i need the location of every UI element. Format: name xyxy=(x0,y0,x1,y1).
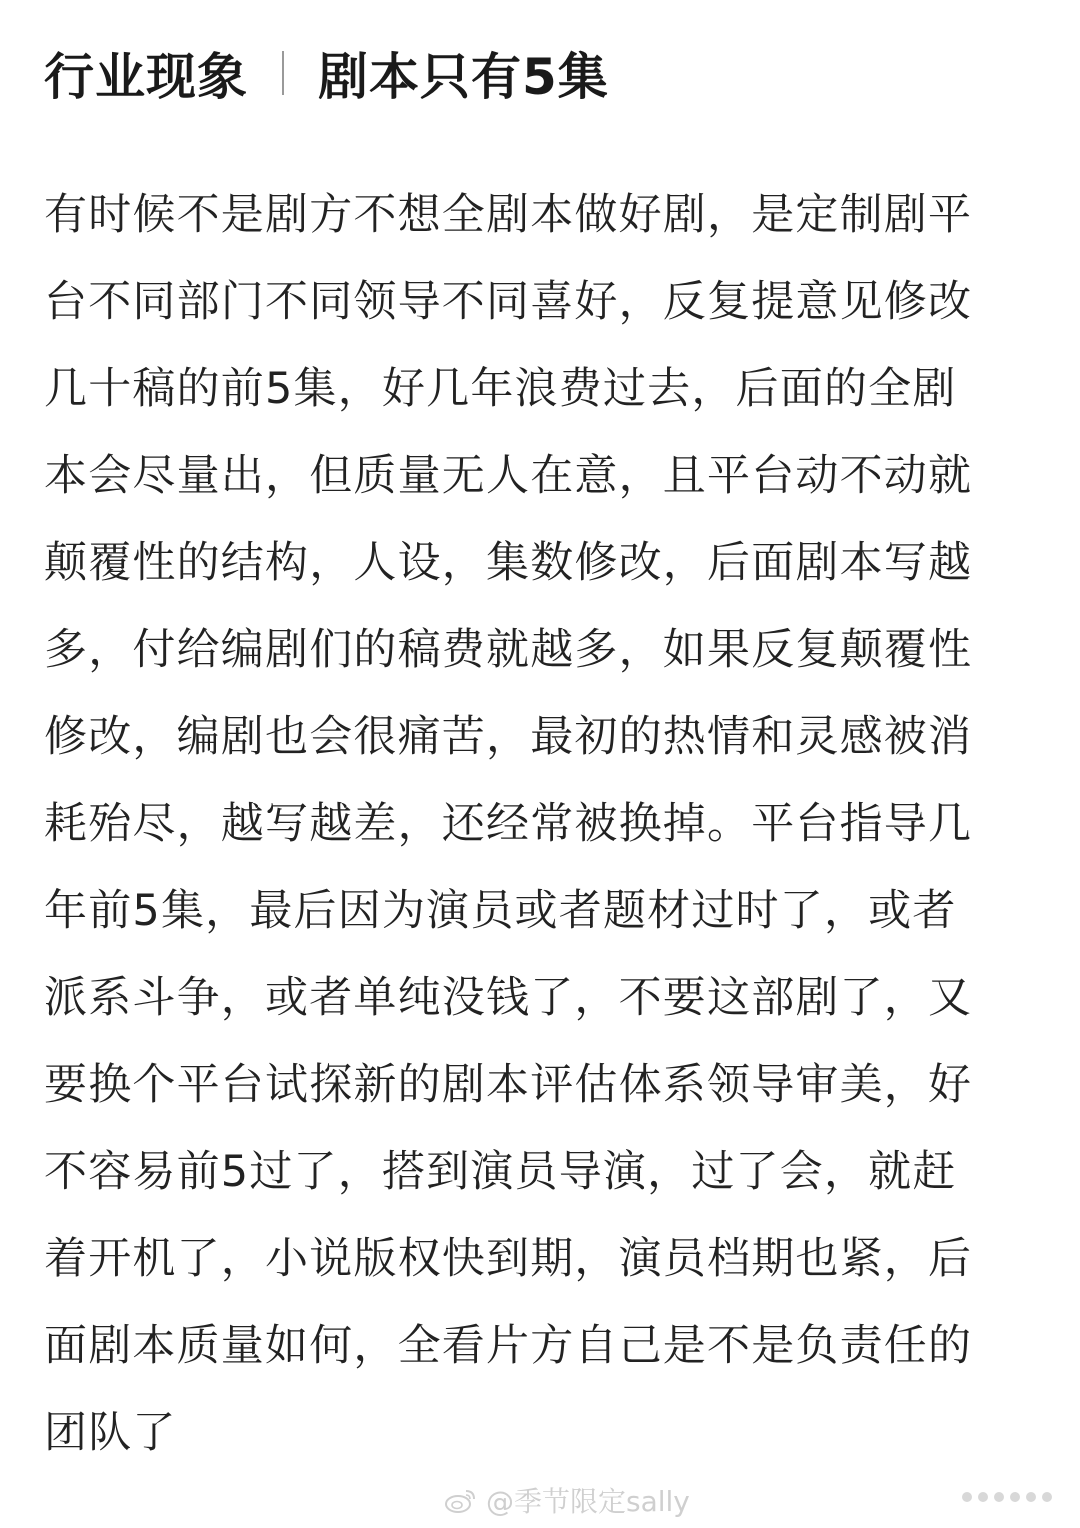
body-line: 颠覆性的结构，人设，集数修改，后面剧本写越 xyxy=(44,538,973,588)
body-line: 年前5集，最后因为演员或者题材过时了，或者 xyxy=(44,886,957,936)
dot xyxy=(1042,1492,1052,1502)
dot xyxy=(994,1492,1004,1502)
body-line: 本会尽量出，但质量无人在意，且平台动不动就 xyxy=(44,451,973,501)
body-line: 有时候不是剧方不想全剧本做好剧，是定制剧平 xyxy=(44,190,973,240)
title-category: 行业现象 xyxy=(44,48,248,106)
dot xyxy=(978,1492,988,1502)
dot xyxy=(1026,1492,1036,1502)
article-body xyxy=(44,172,1044,1477)
more-dots-icon xyxy=(962,1492,1052,1502)
body-line: 团队了 xyxy=(44,1408,177,1458)
body-line: 台不同部门不同领导不同喜好，反复提意见修改 xyxy=(44,277,973,327)
watermark xyxy=(444,1480,690,1520)
weibo-logo-icon xyxy=(444,1485,478,1515)
dot xyxy=(962,1492,972,1502)
body-line: 耗殆尽，越写越差，还经常被换掉。平台指导几 xyxy=(44,799,973,849)
body-line: 面剧本质量如何，全看片方自己是不是负责任的 xyxy=(44,1321,973,1371)
title-separator xyxy=(282,51,284,95)
body-line: 要换个平台试探新的剧本评估体系领导审美，好 xyxy=(44,1060,973,1110)
body-line: 不容易前5过了，搭到演员导演，过了会，就赶 xyxy=(44,1147,957,1197)
body-line: 几十稿的前5集，好几年浪费过去，后面的全剧 xyxy=(44,364,957,414)
page-title xyxy=(44,38,609,108)
title-topic: 剧本只有5集 xyxy=(318,48,609,106)
watermark-text: @季节限定sally xyxy=(486,1485,690,1518)
body-line: 着开机了，小说版权快到期，演员档期也紧，后 xyxy=(44,1234,973,1284)
body-line: 派系斗争，或者单纯没钱了，不要这部剧了，又 xyxy=(44,973,973,1023)
body-line: 多，付给编剧们的稿费就越多，如果反复颠覆性 xyxy=(44,625,973,675)
dot xyxy=(1010,1492,1020,1502)
body-line: 修改，编剧也会很痛苦，最初的热情和灵感被消 xyxy=(44,712,973,762)
